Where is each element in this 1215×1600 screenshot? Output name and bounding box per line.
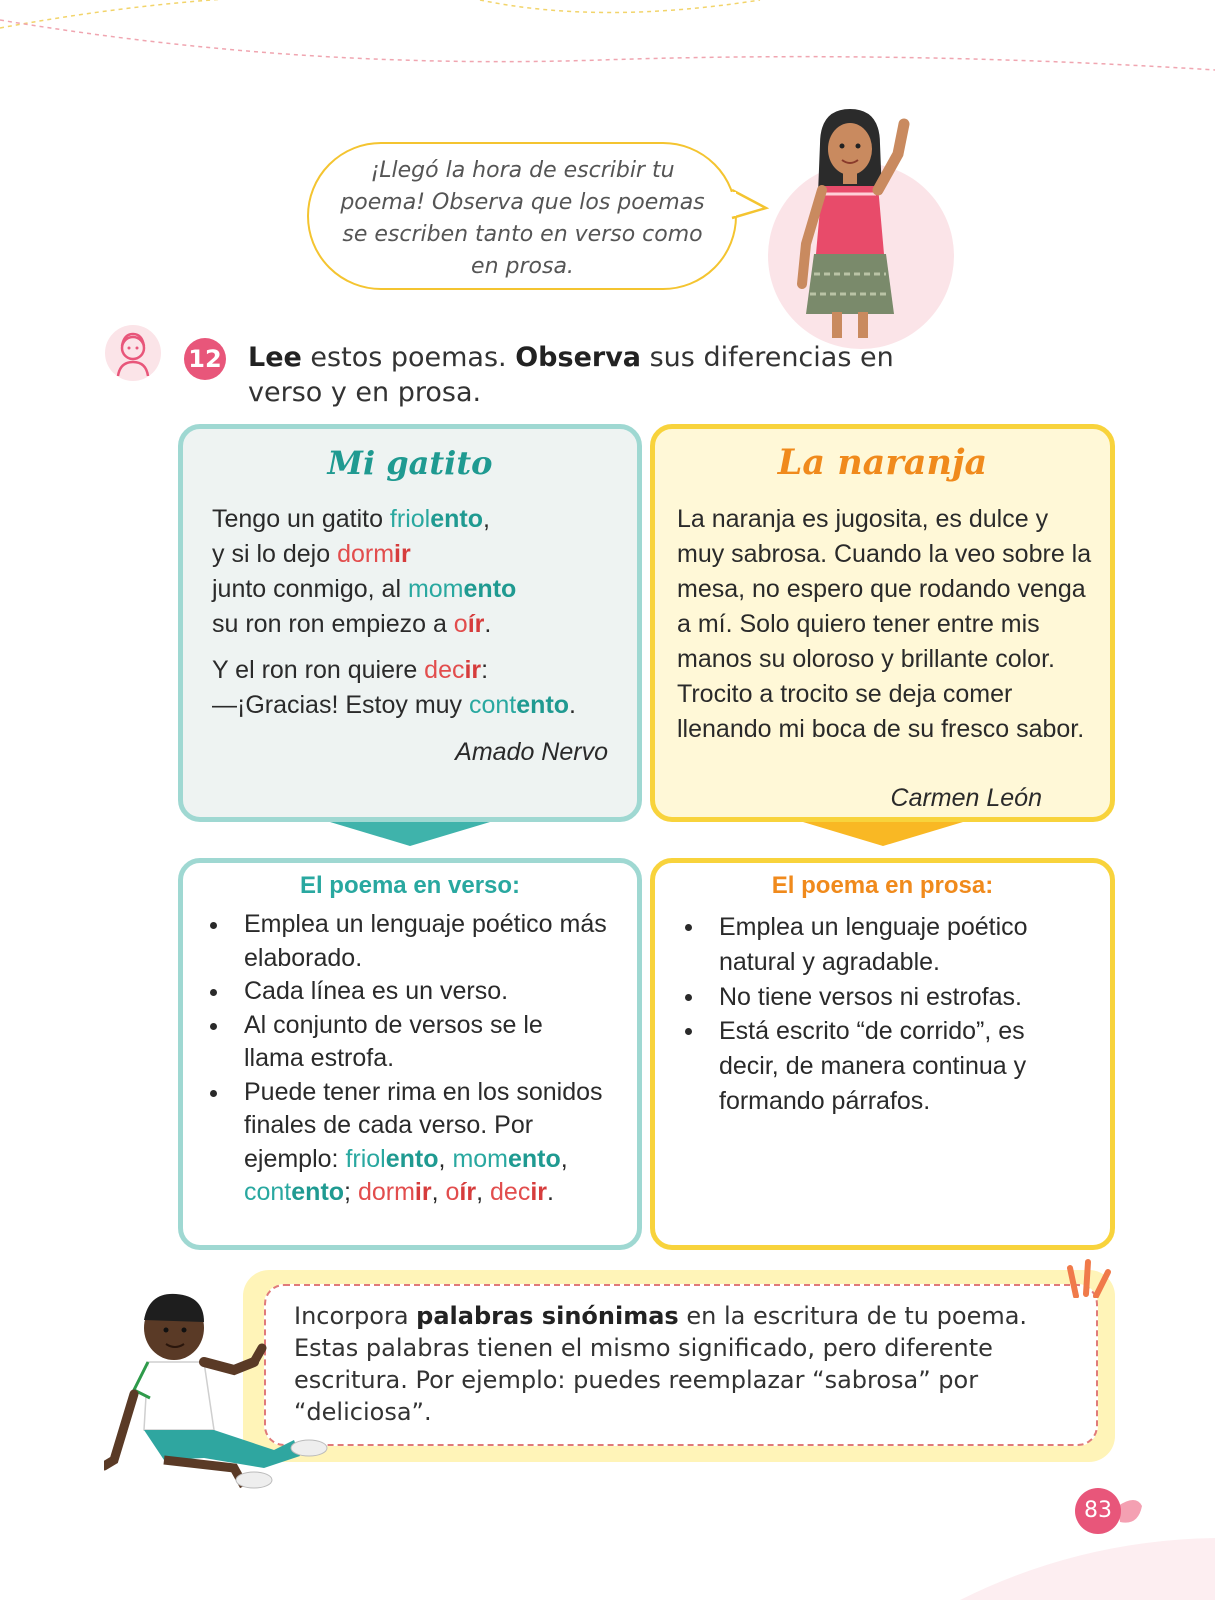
bottom-decoration <box>960 1530 1215 1600</box>
page-number: 83 <box>1075 1488 1121 1534</box>
instruction-text-1: estos poemas. <box>301 342 516 373</box>
prose-features-list <box>683 910 1083 1119</box>
list-item: Al conjunto de versos se le llama estrofa. <box>208 1009 608 1076</box>
poem-line: Y el ron ron quiere decir: <box>212 656 489 684</box>
activity-number-badge: 12 <box>184 338 226 380</box>
poem-line: su ron ron empiezo a oír. <box>212 610 492 638</box>
instruction-verb-lee: Lee <box>248 342 302 373</box>
reading-student-icon <box>104 324 162 382</box>
activity-instruction <box>248 340 968 410</box>
speech-bubble-tail <box>730 186 770 226</box>
decorative-wave-lines <box>0 0 1215 110</box>
instruction-text-2: sus diferencias en verso y en prosa. <box>248 342 894 408</box>
tip-text: Incorpora palabras sinónimas en la escritura de tu poema. Estas palabras tienen el mismo significado, pero diferente escritura. Por ejemplo: puedes reemplazar “sabrosa” por “deliciosa”. <box>294 1302 1028 1426</box>
tip-highlight: palabras sinónimas <box>416 1302 679 1330</box>
poem-line: y si lo dejo dormir <box>212 540 411 568</box>
tip-sparkle-icon <box>1066 1258 1114 1298</box>
list-item: No tiene versos ni estrofas. <box>683 980 1083 1015</box>
poem-prose-author: Carmen León <box>890 784 1042 812</box>
verse-down-arrow <box>330 822 490 848</box>
list-item: Emplea un lenguaje poético más elaborado. <box>208 908 608 975</box>
instruction-verb-observa: Observa <box>515 342 642 373</box>
verse-features-title: El poema en verso: <box>299 872 521 899</box>
boy-sitting-illustration <box>104 1290 334 1490</box>
girl-waving-illustration <box>780 104 920 344</box>
poem-prose-title: La naranja <box>777 442 988 483</box>
list-item: Emplea un lenguaje poético natural y agradable. <box>683 910 1083 980</box>
poem-line: —¡Gracias! Estoy muy contento. <box>212 691 576 719</box>
speech-bubble-text: ¡Llegó la hora de escribir tu poema! Observa que los poemas se escriben tanto en verso como en prosa. <box>340 158 705 279</box>
poem-verse-body <box>212 502 622 723</box>
prose-down-arrow <box>803 822 963 848</box>
list-item: Está escrito “de corrido”, es decir, de manera continua y formando párrafos. <box>683 1014 1083 1118</box>
list-item: Puede tener rima en los sonidos finales de cada verso. Por ejemplo: friolento, momento, contento; dormir, oír, decir. <box>208 1076 608 1210</box>
poem-verse-author: Amado Nervo <box>455 738 608 766</box>
verse-features-list <box>208 908 608 1210</box>
poem-line: Tengo un gatito friolento, <box>212 505 490 533</box>
poem-verse-title: Mi gatito <box>327 444 493 482</box>
list-item: Cada línea es un verso. <box>208 975 608 1009</box>
poem-line: junto conmigo, al momento <box>212 575 517 603</box>
prose-features-title: El poema en prosa: <box>771 872 994 899</box>
poem-prose-body: La naranja es jugosita, es dulce y muy sabrosa. Cuando la veo sobre la mesa, no espero que rodando venga a mí. Solo quiero tener entre mis manos su oloroso y brillante color. Trocito a trocito se deja comer llenando mi boca de su fresco sabor. <box>677 505 1092 743</box>
